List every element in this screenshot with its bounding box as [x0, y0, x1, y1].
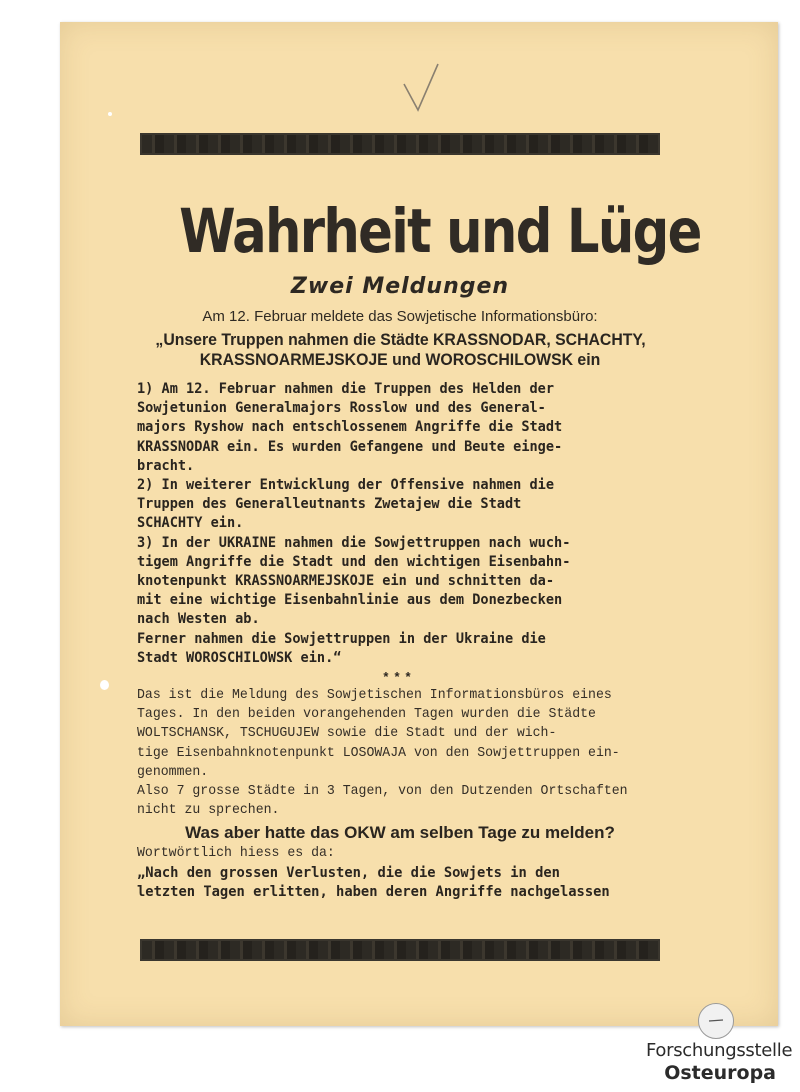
pin-hole [108, 112, 112, 116]
report-line: majors Ryshow nach entschlossenem Angriffe die Stadt [137, 419, 563, 436]
soviet-report [137, 380, 663, 668]
pin-hole [100, 680, 109, 690]
bottom-decorative-bar [140, 939, 660, 961]
report-line: 3) In der UKRAINE nahmen die Sowjettruppen nach wuch- [137, 534, 571, 551]
report-line: nach Westen ab. [137, 611, 260, 628]
pencil-checkmark-icon [400, 62, 440, 118]
report-line: Sowjetunion Generalmajors Rosslow und des General- [137, 400, 546, 417]
report-line: bracht. [137, 457, 195, 474]
report-line: knotenpunkt KRASSNOARMEJSKOJE ein und schnitten da- [137, 573, 555, 590]
comment-line: Das ist die Meldung des Sowjetischen Informationsbüros eines [137, 688, 612, 704]
report-line: tigem Angriffe die Stadt und den wichtigen Eisenbahn- [137, 553, 571, 570]
report-line: 1) Am 12. Februar nahmen die Truppen des Helden der [137, 381, 555, 397]
report-line: KRASSNODAR ein. Es wurden Gefangene und Beute einge- [137, 438, 563, 455]
leaflet-content [137, 190, 701, 902]
comment-line: genommen. [137, 764, 209, 780]
comment-line: tige Eisenbahnknotenpunkt LOSOWAJA von den Sowjettruppen ein- [137, 745, 620, 761]
report-line: SCHACHTY ein. [137, 515, 244, 532]
report-line: 2) In weiterer Entwicklung der Offensive nahmen die [137, 477, 555, 494]
report-line: Truppen des Generalleutnants Zwetajew die Stadt [137, 496, 522, 513]
leaflet-title: Wahrheit und Lüge [179, 196, 701, 267]
claim-line: KRASSNOARMEJSKOJE und WOROSCHILOWSK ein [199, 350, 601, 369]
okw-line: „Nach den grossen Verlusten, die die Sowjets in den [137, 864, 560, 881]
commentary [137, 686, 663, 820]
report-line: mit eine wichtige Eisenbahnlinie aus dem Donezbecken [137, 592, 563, 609]
top-decorative-bar [140, 133, 660, 155]
logo-line-1: Forschungsstelle [646, 1040, 793, 1061]
intro-line: Am 12. Februar meldete das Sowjetische Informationsbüro: [202, 308, 598, 325]
okw-question: Was aber hatte das OKW am selben Tage zu melden? [185, 823, 615, 843]
verbatim-line: Wortwörtlich hiess es da: [137, 846, 335, 862]
archive-stamp-icon [698, 1003, 734, 1039]
separator-stars: *** [383, 669, 417, 685]
claim-line: „Unsere Truppen nahmen die Städte KRASSNODAR, SCHACHTY, [155, 330, 646, 349]
okw-line: letzten Tagen erlitten, haben deren Angriffe nachgelassen [137, 883, 610, 900]
comment-line: Tages. In den beiden vorangehenden Tagen wurden die Städte [137, 707, 596, 723]
logo-line-2: Osteuropa [664, 1062, 776, 1084]
comment-line: WOLTSCHANSK, TSCHUGUJEW sowie die Stadt und der wich- [137, 726, 557, 742]
report-line: Stadt WOROSCHILOWSK ein.“ [137, 649, 342, 666]
report-line: Ferner nahmen die Sowjettruppen in der Ukraine die [137, 630, 546, 647]
comment-line: nicht zu sprechen. [137, 803, 280, 819]
archive-logo [646, 1040, 796, 1084]
leaflet-subtitle: Zwei Meldungen [290, 274, 510, 299]
comment-line: Also 7 grosse Städte in 3 Tagen, von den Dutzenden Ortschaften [137, 784, 628, 800]
okw-quote [137, 864, 663, 902]
